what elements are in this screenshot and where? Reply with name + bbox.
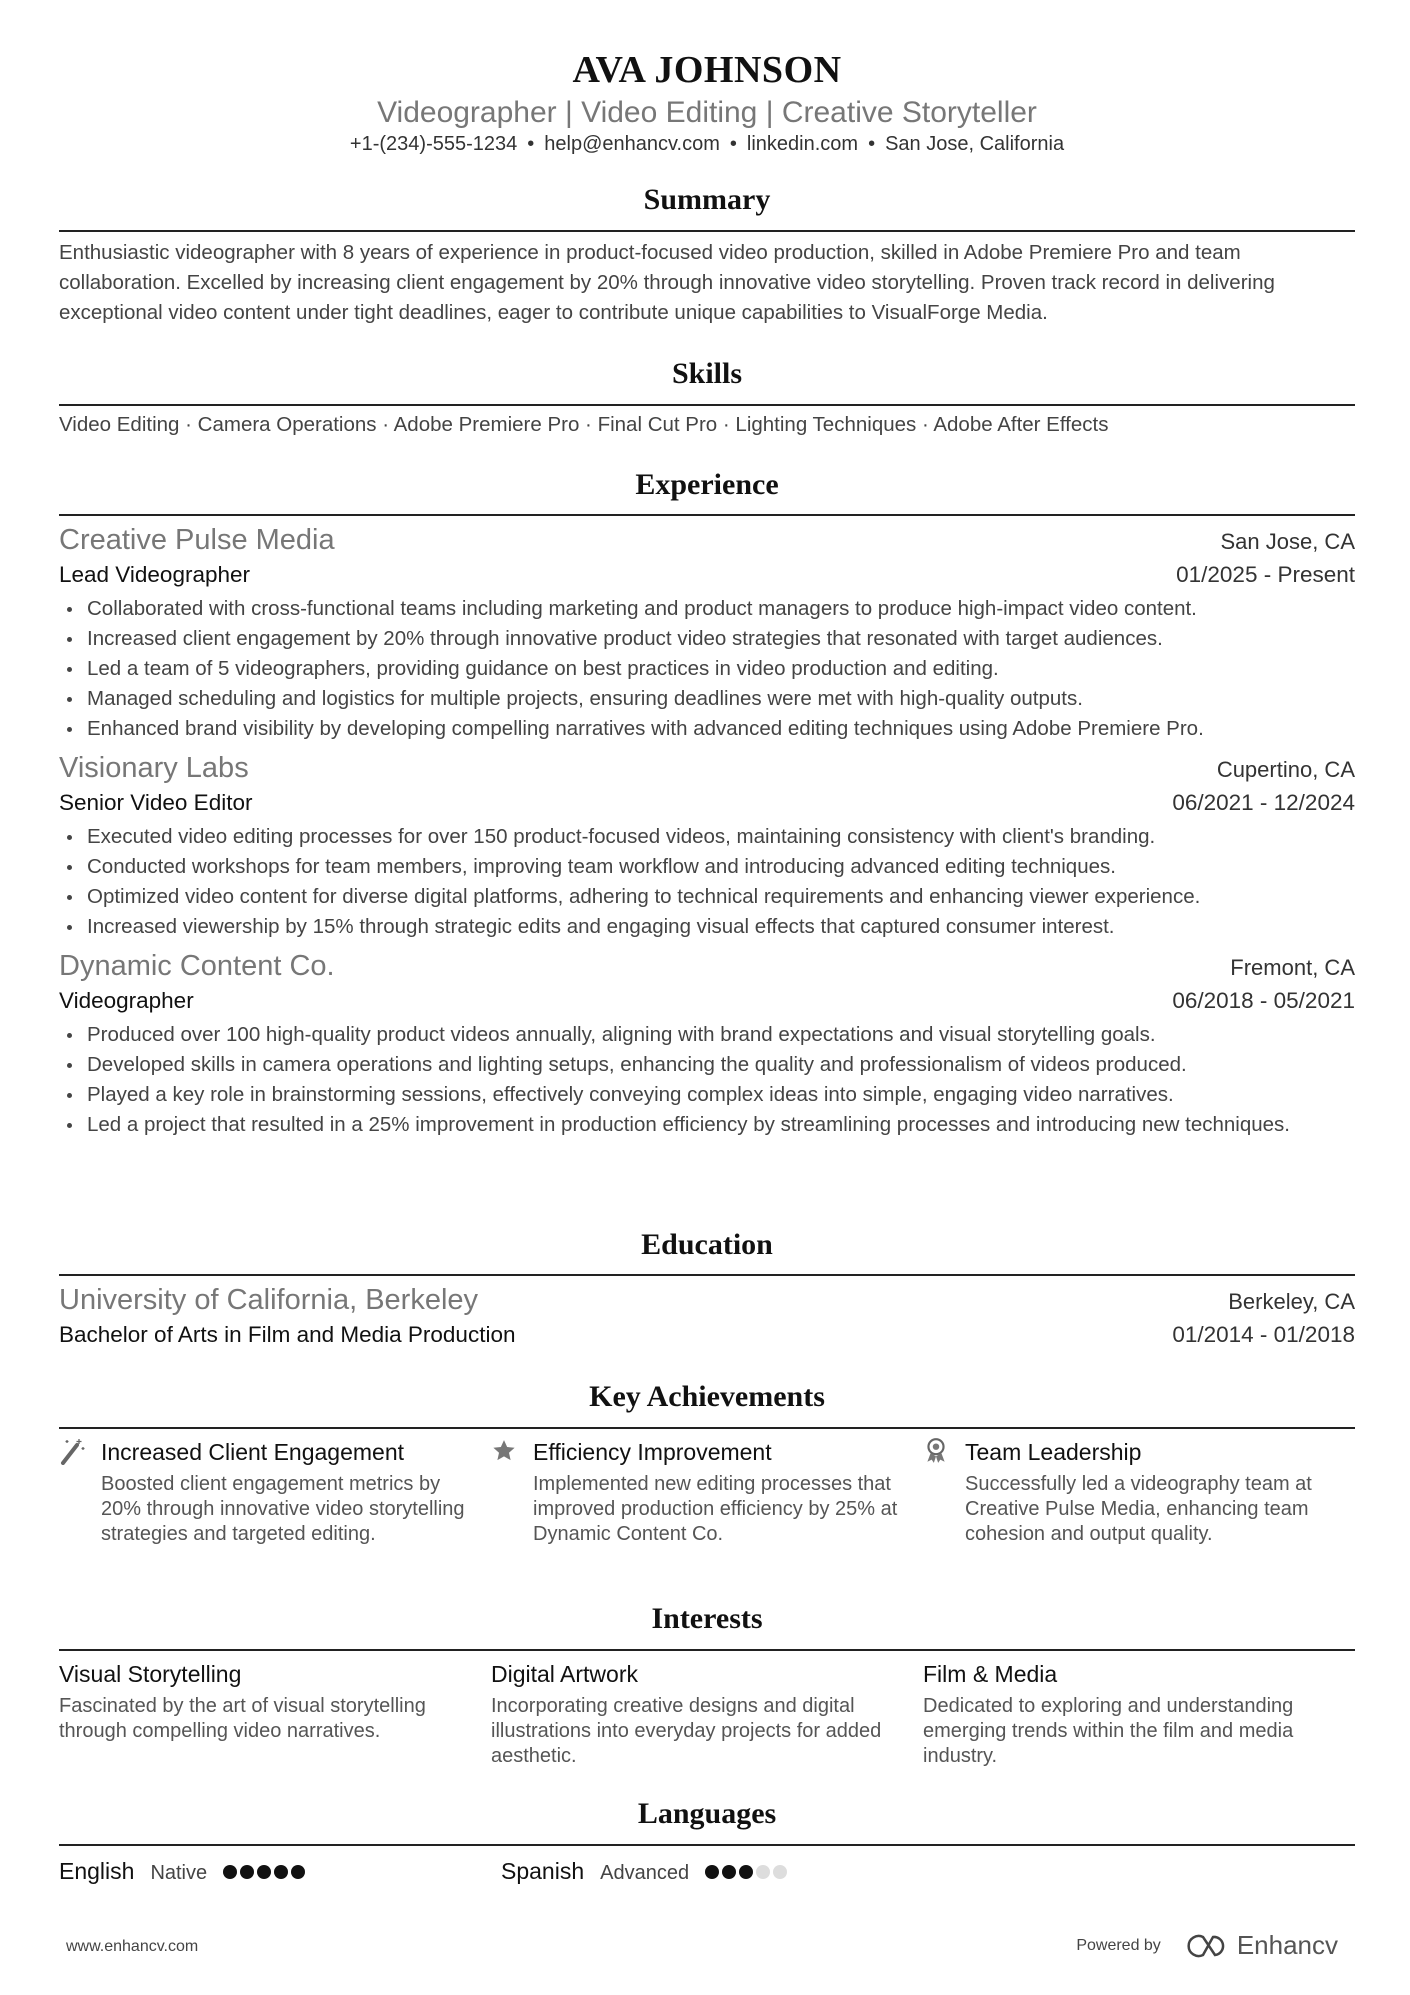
school-location: Berkeley, CA [1228, 1289, 1355, 1314]
email[interactable]: help@enhancv.com [544, 133, 720, 155]
divider [59, 404, 1355, 406]
divider [59, 1274, 1355, 1276]
job-bullets [59, 1020, 1355, 1140]
star-icon [491, 1437, 533, 1547]
brand-name: Enhancv [1236, 1930, 1338, 1960]
section-title: Summary [643, 183, 771, 216]
section-title: Education [641, 1228, 773, 1261]
interest-description: Incorporating creative designs and digital illustrations into everyday projects for added aesthetic. [491, 1695, 882, 1767]
separator: • [527, 133, 535, 155]
enhancv-logo-icon [1185, 1933, 1229, 1959]
proficiency-dot [756, 1865, 770, 1879]
divider [59, 230, 1355, 232]
achievement-item [923, 1437, 1355, 1547]
achievements-section [59, 1377, 1355, 1547]
job-location: Fremont, CA [1230, 955, 1355, 980]
bullet-item: Increased client engagement by 20% through innovative product video strategies that resonated with target audiences. [59, 624, 1355, 654]
job-title: Senior Video Editor [59, 790, 253, 815]
proficiency-rating [223, 1865, 305, 1879]
bullet-item: Led a team of 5 videographers, providing guidance on best practices in video production and editing. [59, 654, 1355, 684]
magic-wand-icon [59, 1437, 101, 1547]
job-dates: 06/2021 - 12/2024 [1172, 790, 1355, 815]
job-bullets [59, 822, 1355, 942]
divider [59, 514, 1355, 516]
proficiency-rating [705, 1865, 787, 1879]
bullet-item: Developed skills in camera operations and lighting setups, enhancing the quality and professionalism of videos produced. [59, 1050, 1355, 1080]
job-entry [59, 522, 1355, 744]
interest-description: Dedicated to exploring and understanding emerging trends within the film and media industry. [923, 1695, 1294, 1767]
language-name: English [59, 1858, 135, 1884]
bullet-item: Managed scheduling and logistics for multiple projects, ensuring deadlines were met with high-quality outputs. [59, 684, 1355, 714]
language-item [59, 1858, 501, 1885]
proficiency-dot [223, 1865, 237, 1879]
bullet-item: Optimized video content for diverse digital platforms, adhering to technical requirements and enhancing viewer experience. [59, 882, 1355, 912]
company-name: Creative Pulse Media [59, 524, 335, 556]
job-dates: 01/2025 - Present [1176, 562, 1355, 587]
separator: • [729, 133, 737, 155]
company-name: Dynamic Content Co. [59, 950, 335, 982]
job-bullets [59, 594, 1355, 744]
footer-branding [1076, 1930, 1338, 1961]
achievement-description: Boosted client engagement metrics by 20% through innovative video storytelling strategies and targeted editing. [101, 1473, 465, 1545]
section-title: Interests [651, 1602, 763, 1635]
phone: +1-(234)-555-1234 [349, 133, 518, 155]
section-title: Languages [637, 1797, 777, 1830]
enhancv-logo[interactable] [1185, 1930, 1338, 1961]
divider [59, 1427, 1355, 1429]
education-entry [59, 1282, 1355, 1352]
interest-title: Digital Artwork [491, 1661, 638, 1687]
interest-item [491, 1659, 923, 1769]
footer-website[interactable]: www.enhancv.com [66, 1938, 199, 1955]
job-location: San Jose, CA [1220, 529, 1355, 554]
degree: Bachelor of Arts in Film and Media Production [59, 1322, 516, 1347]
proficiency-dot [773, 1865, 787, 1879]
proficiency-dot [739, 1865, 753, 1879]
summary-text: Enthusiastic videographer with 8 years of experience in product-focused video production, skilled in Adobe Premiere Pro and team collaboration. Excelled by increasing client engagement by 20% through innovative video storytelling. Proven track record in delivering exceptional video content under tight deadlines, eager to contribute unique capabilities to VisualForge Media. [59, 241, 1275, 324]
headline: Videographer | Video Editing | Creative Storyteller [377, 96, 1037, 129]
interest-item [59, 1659, 491, 1769]
achievement-description: Successfully led a videography team at Creative Pulse Media, enhancing team cohesion and output quality. [965, 1473, 1312, 1545]
bullet-item: Collaborated with cross-functional teams including marketing and product managers to produce high-impact video content. [59, 594, 1355, 624]
interest-title: Visual Storytelling [59, 1661, 242, 1687]
job-location: Cupertino, CA [1216, 757, 1355, 782]
proficiency-dot [722, 1865, 736, 1879]
section-title: Key Achievements [589, 1380, 825, 1413]
job-entry [59, 750, 1355, 942]
education-section [59, 1225, 1355, 1352]
contact-info [59, 133, 1355, 156]
achievement-item [491, 1437, 923, 1547]
language-level: Native [150, 1862, 208, 1884]
divider [59, 1649, 1355, 1651]
job-title: Lead Videographer [59, 562, 250, 587]
languages-section [59, 1794, 1355, 1885]
candidate-name: AVA JOHNSON [572, 49, 842, 91]
experience-section [59, 465, 1355, 1140]
job-entry [59, 948, 1355, 1140]
linkedin[interactable]: linkedin.com [746, 133, 859, 155]
proficiency-dot [291, 1865, 305, 1879]
interests-section [59, 1599, 1355, 1769]
achievement-title: Team Leadership [965, 1439, 1142, 1465]
achievement-description: Implemented new editing processes that improved production efficiency by 25% at Dynamic Content Co. [533, 1473, 898, 1545]
bullet-item: Increased viewership by 15% through strategic edits and engaging visual effects that captured consumer interest. [59, 912, 1355, 942]
proficiency-dot [274, 1865, 288, 1879]
proficiency-dot [257, 1865, 271, 1879]
proficiency-dot [705, 1865, 719, 1879]
achievement-title: Increased Client Engagement [101, 1439, 405, 1465]
summary-section [59, 180, 1355, 328]
award-ribbon-icon [923, 1437, 965, 1547]
bullet-item: Conducted workshops for team members, improving team workflow and introducing advanced editing techniques. [59, 852, 1355, 882]
language-level: Advanced [600, 1862, 690, 1884]
achievement-title: Efficiency Improvement [533, 1439, 772, 1465]
proficiency-dot [240, 1865, 254, 1879]
education-dates: 01/2014 - 01/2018 [1172, 1322, 1355, 1347]
bullet-item: Led a project that resulted in a 25% improvement in production efficiency by streamlining processes and introducing new techniques. [59, 1110, 1355, 1140]
language-name: Spanish [501, 1858, 585, 1884]
section-title: Experience [635, 468, 779, 501]
company-name: Visionary Labs [59, 752, 249, 784]
interest-description: Fascinated by the art of visual storytelling through compelling video narratives. [59, 1695, 426, 1742]
bullet-item: Executed video editing processes for over 150 product-focused videos, maintaining consistency with client's branding. [59, 822, 1355, 852]
location: San Jose, California [885, 133, 1065, 155]
interest-item [923, 1659, 1355, 1769]
job-dates: 06/2018 - 05/2021 [1172, 988, 1355, 1013]
interest-title: Film & Media [923, 1661, 1058, 1687]
bullet-item: Produced over 100 high-quality product videos annually, aligning with brand expectations and visual storytelling goals. [59, 1020, 1355, 1050]
powered-by: Powered by [1076, 1936, 1161, 1954]
bullet-item: Enhanced brand visibility by developing compelling narratives with advanced editing techniques using Adobe Premiere Pro. [59, 714, 1355, 744]
section-title: Skills [671, 357, 743, 390]
achievement-item [59, 1437, 491, 1547]
school: University of California, Berkeley [59, 1284, 479, 1316]
skills-section [59, 354, 1355, 440]
separator: • [868, 133, 876, 155]
language-item [501, 1858, 943, 1885]
job-title: Videographer [59, 988, 194, 1013]
skills-list: Video Editing · Camera Operations · Adobe Premiere Pro · Final Cut Pro · Lighting Techniques · Adobe After Effects [59, 413, 1109, 436]
bullet-item: Played a key role in brainstorming sessions, effectively conveying complex ideas into simple, engaging video narratives. [59, 1080, 1355, 1110]
